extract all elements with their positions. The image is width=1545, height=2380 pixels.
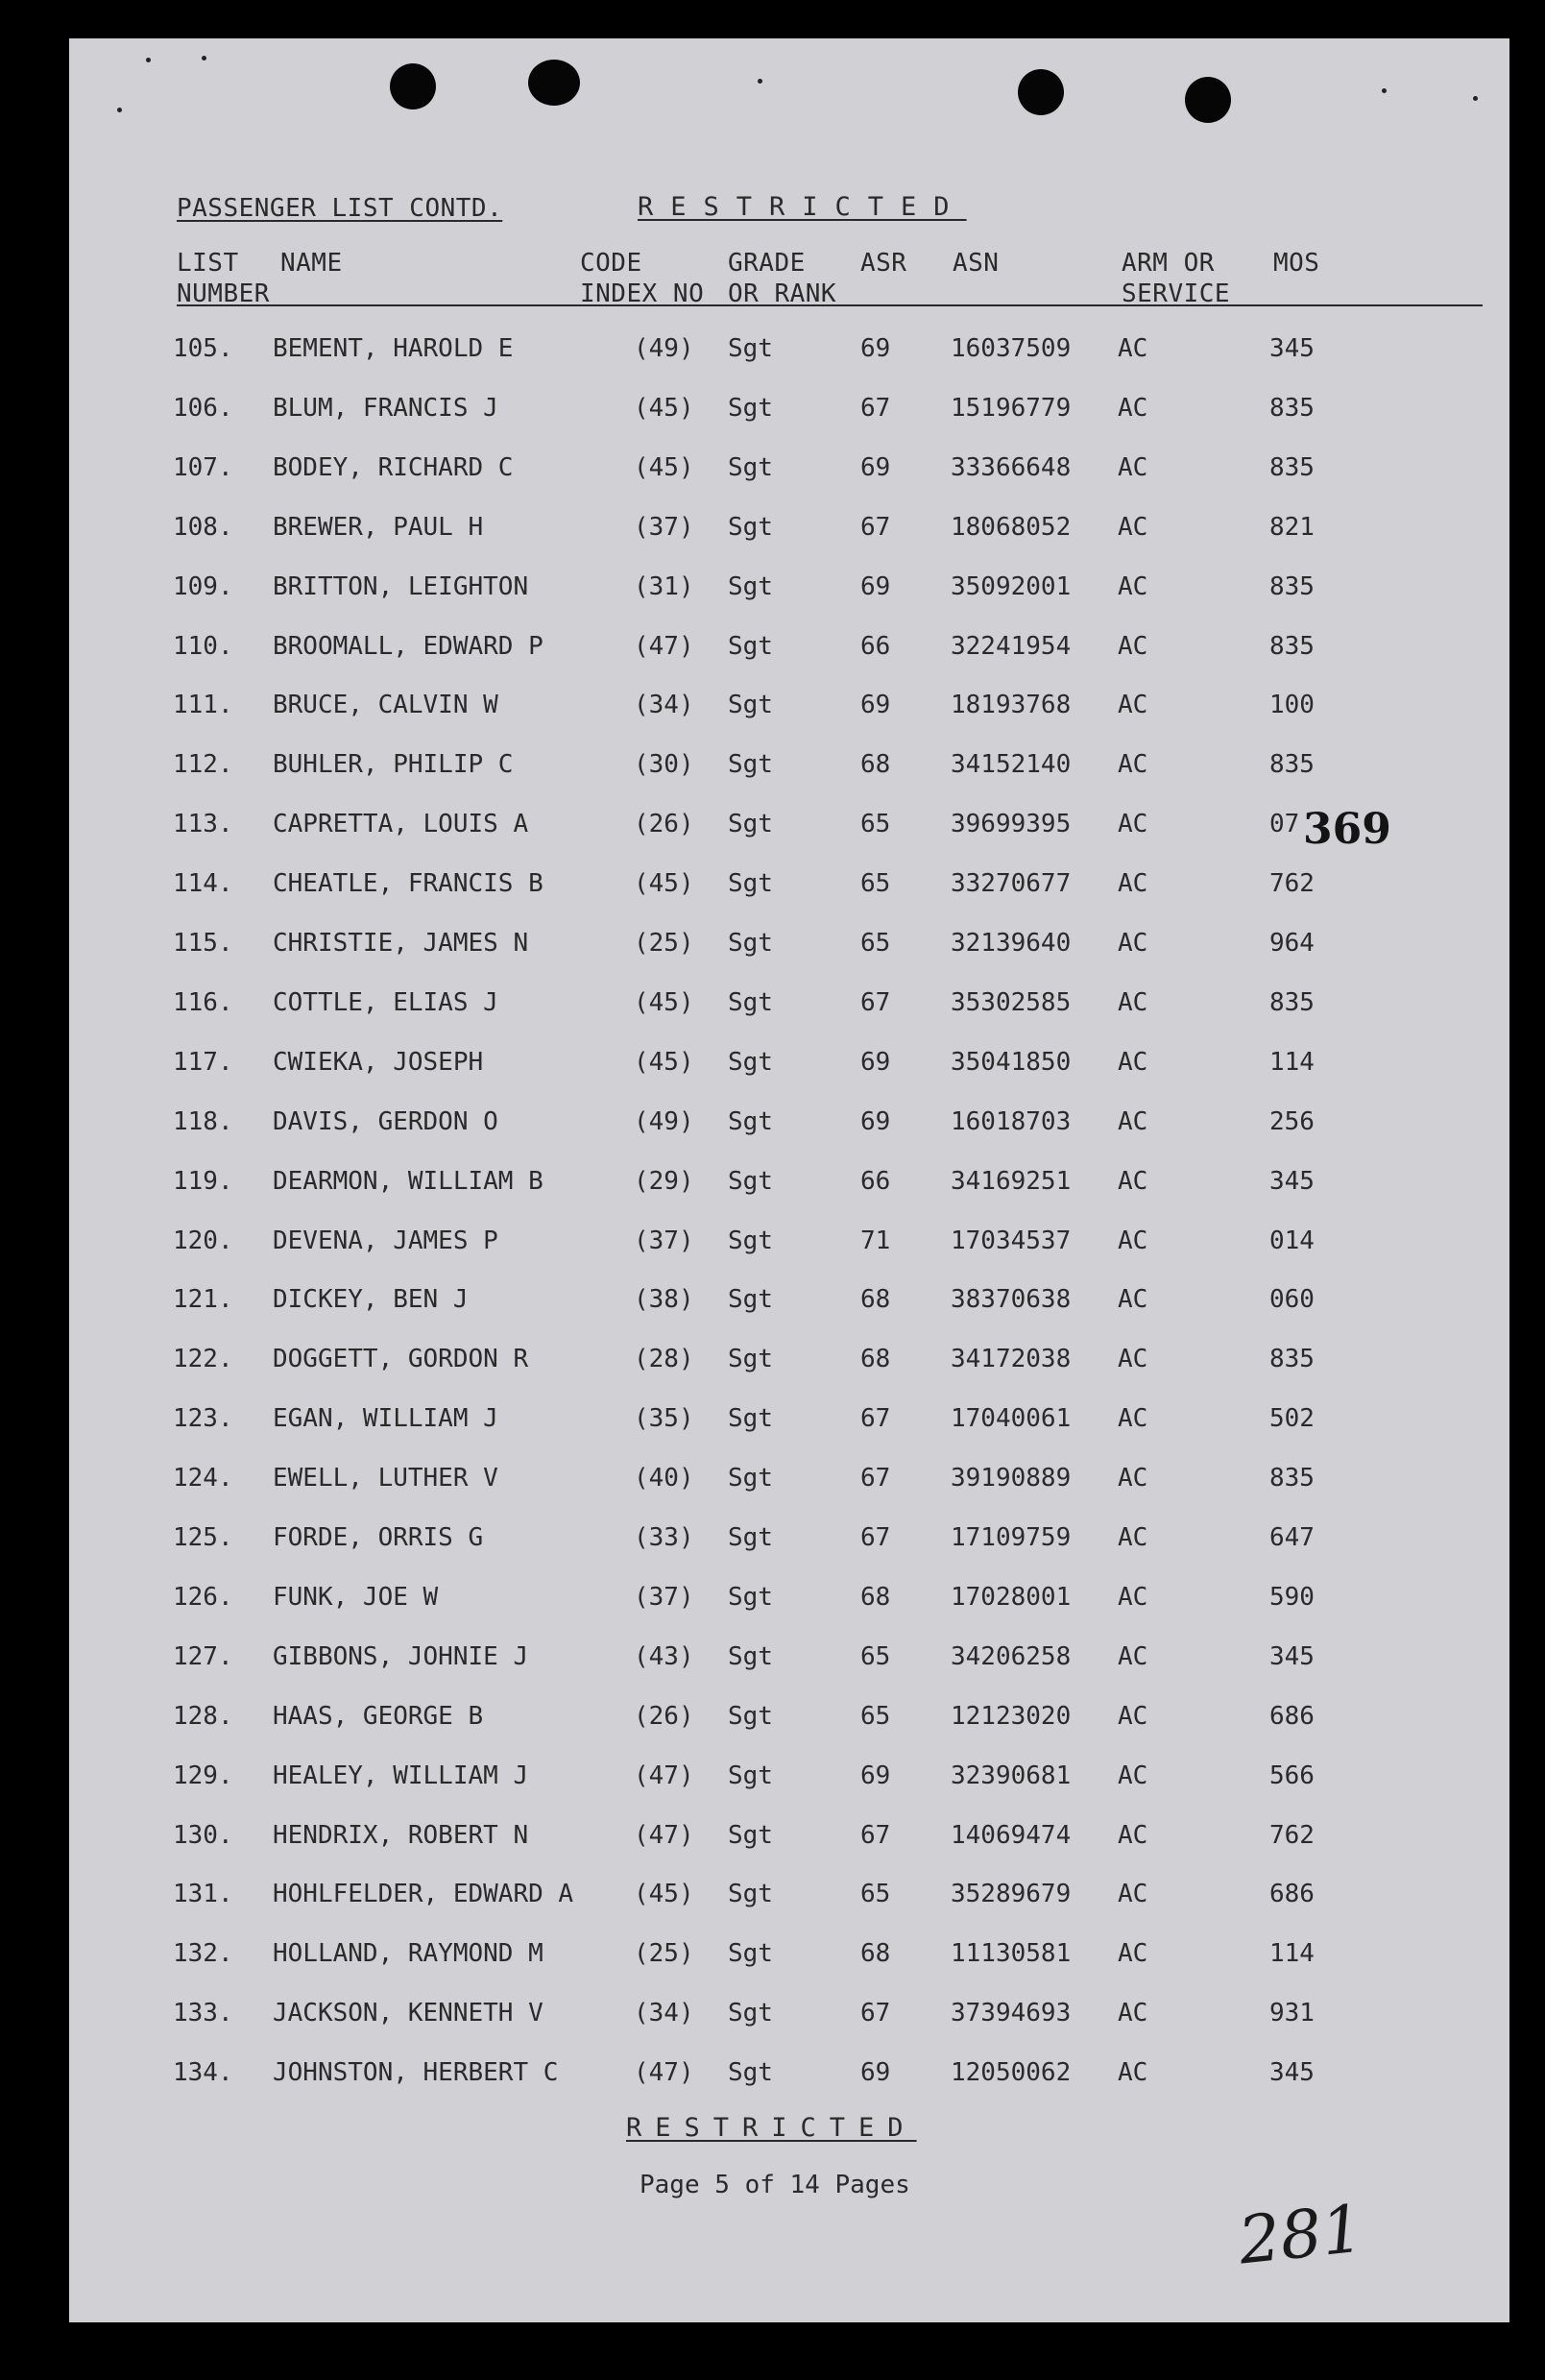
asn-value: 18068052 — [951, 512, 1072, 542]
header-rule — [177, 304, 1483, 306]
mos-value: 835 — [1269, 750, 1315, 780]
list-number: 112. — [173, 750, 233, 780]
asn-value: 14069474 — [951, 1820, 1072, 1850]
grade-rank: Sgt — [728, 452, 773, 482]
passenger-name: BROOMALL, EDWARD P — [273, 631, 543, 661]
grade-rank: Sgt — [728, 571, 773, 601]
asr-value: 67 — [860, 1820, 891, 1850]
list-number: 133. — [173, 1999, 233, 2028]
code-index: (49) — [634, 1106, 694, 1136]
code-index: (37) — [634, 512, 694, 542]
code-index: (40) — [634, 1464, 694, 1494]
restricted-header: RESTRICTED — [638, 192, 967, 222]
passenger-name: EWELL, LUTHER V — [273, 1464, 498, 1494]
arm-service: AC — [1118, 1641, 1148, 1671]
code-index: (45) — [634, 869, 694, 899]
arm-service: AC — [1118, 1820, 1148, 1850]
asr-value: 67 — [860, 1404, 891, 1434]
table-row — [69, 1880, 1509, 1918]
asr-value: 66 — [860, 1166, 891, 1196]
mos-value: 835 — [1269, 631, 1315, 661]
code-index: (26) — [634, 810, 694, 839]
table-row — [69, 869, 1509, 908]
grade-rank: Sgt — [728, 393, 773, 423]
grade-rank: Sgt — [728, 1880, 773, 1909]
col-mos: MOS — [1273, 249, 1320, 278]
grade-rank: Sgt — [728, 1285, 773, 1315]
mos-value: 502 — [1269, 1404, 1315, 1434]
arm-service: AC — [1118, 987, 1148, 1017]
asn-value: 16018703 — [951, 1106, 1072, 1136]
table-row — [69, 929, 1509, 967]
grade-rank: Sgt — [728, 869, 773, 899]
asr-value: 68 — [860, 1939, 891, 1969]
mos-value: 762 — [1269, 1820, 1315, 1850]
grade-rank: Sgt — [728, 1404, 773, 1434]
grade-rank: Sgt — [728, 1464, 773, 1494]
code-index: (38) — [634, 1285, 694, 1315]
arm-service: AC — [1118, 512, 1148, 542]
list-number: 119. — [173, 1166, 233, 1196]
mos-value: 686 — [1269, 1880, 1315, 1909]
asr-value: 68 — [860, 1345, 891, 1374]
table-row — [69, 1167, 1509, 1205]
grade-rank: Sgt — [728, 512, 773, 542]
list-number: 126. — [173, 1582, 233, 1612]
punch-hole — [1018, 69, 1064, 115]
arm-service: AC — [1118, 1404, 1148, 1434]
code-index: (49) — [634, 334, 694, 363]
punch-hole — [390, 63, 436, 109]
code-index: (45) — [634, 393, 694, 423]
asn-value: 33270677 — [951, 869, 1072, 899]
list-number: 130. — [173, 1820, 233, 1850]
table-row — [69, 1464, 1509, 1502]
list-number: 118. — [173, 1106, 233, 1136]
arm-service: AC — [1118, 452, 1148, 482]
passenger-name: BLUM, FRANCIS J — [273, 393, 498, 423]
grade-rank: Sgt — [728, 1047, 773, 1077]
list-number: 117. — [173, 1047, 233, 1077]
speck — [117, 108, 122, 112]
passenger-name: DOGGETT, GORDON R — [273, 1345, 529, 1374]
speck — [146, 58, 151, 62]
mos-value: 762 — [1269, 869, 1315, 899]
table-row — [69, 394, 1509, 432]
asr-value: 67 — [860, 393, 891, 423]
asr-value: 67 — [860, 1523, 891, 1552]
table-row — [69, 1048, 1509, 1086]
passenger-name: JOHNSTON, HERBERT C — [273, 2058, 559, 2088]
table-row — [69, 988, 1509, 1027]
mos-value: 835 — [1269, 393, 1315, 423]
passenger-name: HAAS, GEORGE B — [273, 1701, 484, 1731]
table-row — [69, 334, 1509, 373]
grade-rank: Sgt — [728, 2058, 773, 2088]
mos-value: 931 — [1269, 1999, 1315, 2028]
arm-service: AC — [1118, 334, 1148, 363]
restricted-footer: RESTRICTED — [626, 2113, 917, 2143]
code-index: (47) — [634, 631, 694, 661]
asn-value: 39190889 — [951, 1464, 1072, 1494]
passenger-name: JACKSON, KENNETH V — [273, 1999, 543, 2028]
code-index: (47) — [634, 1820, 694, 1850]
table-row — [69, 691, 1509, 729]
asn-value: 17028001 — [951, 1582, 1072, 1612]
code-index: (30) — [634, 750, 694, 780]
table-row — [69, 1642, 1509, 1681]
table-row — [69, 2058, 1509, 2097]
mos-value: 647 — [1269, 1523, 1315, 1552]
stamped-number: 369 — [1303, 805, 1391, 854]
list-number: 111. — [173, 691, 233, 720]
arm-service: AC — [1118, 1226, 1148, 1255]
speck — [758, 79, 762, 84]
arm-service: AC — [1118, 691, 1148, 720]
mos-value: 114 — [1269, 1939, 1315, 1969]
list-number: 116. — [173, 987, 233, 1017]
passenger-name: BUHLER, PHILIP C — [273, 750, 514, 780]
table-row — [69, 632, 1509, 670]
code-index: (26) — [634, 1701, 694, 1731]
code-index: (25) — [634, 1939, 694, 1969]
mos-value: 835 — [1269, 1464, 1315, 1494]
asr-value: 65 — [860, 1641, 891, 1671]
passenger-name: DEARMON, WILLIAM B — [273, 1166, 543, 1196]
asr-value: 68 — [860, 750, 891, 780]
grade-rank: Sgt — [728, 810, 773, 839]
asr-value: 69 — [860, 1761, 891, 1790]
arm-service: AC — [1118, 1939, 1148, 1969]
list-number: 129. — [173, 1761, 233, 1790]
punch-hole — [528, 60, 580, 106]
asr-value: 69 — [860, 571, 891, 601]
passenger-name: BODEY, RICHARD C — [273, 452, 514, 482]
asr-value: 69 — [860, 452, 891, 482]
speck — [1473, 96, 1478, 101]
list-number: 115. — [173, 929, 233, 958]
list-number: 128. — [173, 1701, 233, 1731]
passenger-name: HOLLAND, RAYMOND M — [273, 1939, 543, 1969]
mos-value: 256 — [1269, 1106, 1315, 1136]
code-index: (34) — [634, 1999, 694, 2028]
list-number: 113. — [173, 810, 233, 839]
list-number: 131. — [173, 1880, 233, 1909]
mos-value: 835 — [1269, 571, 1315, 601]
passenger-name: CWIEKA, JOSEPH — [273, 1047, 484, 1077]
mos-value: 835 — [1269, 987, 1315, 1017]
arm-service: AC — [1118, 393, 1148, 423]
col-grade: GRADE OR RANK — [728, 249, 837, 308]
punch-hole — [1185, 77, 1231, 123]
grade-rank: Sgt — [728, 750, 773, 780]
grade-rank: Sgt — [728, 1582, 773, 1612]
arm-service: AC — [1118, 1106, 1148, 1136]
asr-value: 65 — [860, 869, 891, 899]
passenger-name: EGAN, WILLIAM J — [273, 1404, 498, 1434]
table-row — [69, 1939, 1509, 1978]
arm-service: AC — [1118, 1701, 1148, 1731]
asn-value: 37394693 — [951, 1999, 1072, 2028]
col-code-index: CODE INDEX NO — [580, 249, 705, 308]
list-number: 105. — [173, 334, 233, 363]
asn-value: 17109759 — [951, 1523, 1072, 1552]
grade-rank: Sgt — [728, 631, 773, 661]
arm-service: AC — [1118, 2058, 1148, 2088]
passenger-name: CAPRETTA, LOUIS A — [273, 810, 529, 839]
asn-value: 39699395 — [951, 810, 1072, 839]
asn-value: 33366648 — [951, 452, 1072, 482]
table-row — [69, 572, 1509, 611]
asn-value: 35092001 — [951, 571, 1072, 601]
asn-value: 32139640 — [951, 929, 1072, 958]
arm-service: AC — [1118, 1166, 1148, 1196]
code-index: (33) — [634, 1523, 694, 1552]
arm-service: AC — [1118, 1523, 1148, 1552]
grade-rank: Sgt — [728, 1226, 773, 1255]
grade-rank: Sgt — [728, 987, 773, 1017]
asn-value: 12050062 — [951, 2058, 1072, 2088]
passenger-name: FORDE, ORRIS G — [273, 1523, 484, 1552]
passenger-name: DICKEY, BEN J — [273, 1285, 469, 1315]
asn-value: 16037509 — [951, 334, 1072, 363]
code-index: (35) — [634, 1404, 694, 1434]
grade-rank: Sgt — [728, 334, 773, 363]
passenger-name: HOHLFELDER, EDWARD A — [273, 1880, 574, 1909]
asr-value: 69 — [860, 334, 891, 363]
asr-value: 69 — [860, 2058, 891, 2088]
code-index: (43) — [634, 1641, 694, 1671]
list-number: 125. — [173, 1523, 233, 1552]
code-index: (34) — [634, 691, 694, 720]
table-row — [69, 1285, 1509, 1324]
grade-rank: Sgt — [728, 1641, 773, 1671]
col-list-number: LIST NUMBER — [177, 249, 270, 308]
list-number: 108. — [173, 512, 233, 542]
asr-value: 68 — [860, 1582, 891, 1612]
passenger-name: GIBBONS, JOHNIE J — [273, 1641, 529, 1671]
mos-value: 964 — [1269, 929, 1315, 958]
list-number: 107. — [173, 452, 233, 482]
passenger-list-title: PASSENGER LIST CONTD. — [177, 194, 503, 223]
grade-rank: Sgt — [728, 1523, 773, 1552]
grade-rank: Sgt — [728, 929, 773, 958]
asr-value: 67 — [860, 987, 891, 1017]
list-number: 132. — [173, 1939, 233, 1969]
asn-value: 38370638 — [951, 1285, 1072, 1315]
asr-value: 69 — [860, 1106, 891, 1136]
list-number: 120. — [173, 1226, 233, 1255]
list-number: 106. — [173, 393, 233, 423]
grade-rank: Sgt — [728, 691, 773, 720]
mos-value: 835 — [1269, 452, 1315, 482]
asn-value: 18193768 — [951, 691, 1072, 720]
list-number: 127. — [173, 1641, 233, 1671]
code-index: (37) — [634, 1582, 694, 1612]
asn-value: 32390681 — [951, 1761, 1072, 1790]
code-index: (47) — [634, 2058, 694, 2088]
list-number: 122. — [173, 1345, 233, 1374]
asn-value: 32241954 — [951, 631, 1072, 661]
asr-value: 65 — [860, 1701, 891, 1731]
col-name: NAME — [280, 249, 343, 278]
mos-value: 835 — [1269, 1345, 1315, 1374]
speck — [1382, 88, 1387, 93]
code-index: (45) — [634, 452, 694, 482]
arm-service: AC — [1118, 810, 1148, 839]
mos-value: 07 — [1269, 810, 1300, 839]
arm-service: AC — [1118, 1880, 1148, 1909]
arm-service: AC — [1118, 750, 1148, 780]
passenger-name: COTTLE, ELIAS J — [273, 987, 498, 1017]
asn-value: 35289679 — [951, 1880, 1072, 1909]
passenger-name: FUNK, JOE W — [273, 1582, 439, 1612]
asr-value: 69 — [860, 1047, 891, 1077]
asn-value: 12123020 — [951, 1701, 1072, 1731]
asr-value: 65 — [860, 1880, 891, 1909]
mos-value: 345 — [1269, 1641, 1315, 1671]
grade-rank: Sgt — [728, 1761, 773, 1790]
table-row — [69, 810, 1509, 848]
arm-service: AC — [1118, 869, 1148, 899]
asr-value: 67 — [860, 512, 891, 542]
asn-value: 35302585 — [951, 987, 1072, 1017]
list-number: 114. — [173, 869, 233, 899]
code-index: (45) — [634, 1880, 694, 1909]
asr-value: 67 — [860, 1464, 891, 1494]
code-index: (31) — [634, 571, 694, 601]
asr-value: 65 — [860, 810, 891, 839]
mos-value: 060 — [1269, 1285, 1315, 1315]
arm-service: AC — [1118, 1464, 1148, 1494]
grade-rank: Sgt — [728, 1345, 773, 1374]
mos-value: 114 — [1269, 1047, 1315, 1077]
mos-value: 345 — [1269, 334, 1315, 363]
arm-service: AC — [1118, 631, 1148, 661]
asn-value: 34152140 — [951, 750, 1072, 780]
mos-value: 345 — [1269, 2058, 1315, 2088]
passenger-name: DAVIS, GERDON O — [273, 1106, 498, 1136]
mos-value: 014 — [1269, 1226, 1315, 1255]
passenger-name: BRITTON, LEIGHTON — [273, 571, 529, 601]
asr-value: 68 — [860, 1285, 891, 1315]
asn-value: 15196779 — [951, 393, 1072, 423]
table-row — [69, 1345, 1509, 1383]
table-row — [69, 1226, 1509, 1265]
asn-value: 34206258 — [951, 1641, 1072, 1671]
mos-value: 590 — [1269, 1582, 1315, 1612]
passenger-name: HENDRIX, ROBERT N — [273, 1820, 529, 1850]
table-row — [69, 1702, 1509, 1740]
table-row — [69, 1107, 1509, 1146]
arm-service: AC — [1118, 1345, 1148, 1374]
table-row — [69, 1999, 1509, 2037]
code-index: (45) — [634, 987, 694, 1017]
mos-value: 100 — [1269, 691, 1315, 720]
code-index: (45) — [634, 1047, 694, 1077]
col-arm-service: ARM OR SERVICE — [1122, 249, 1231, 308]
table-row — [69, 513, 1509, 551]
arm-service: AC — [1118, 1285, 1148, 1315]
col-asn: ASN — [953, 249, 1000, 278]
asn-value: 35041850 — [951, 1047, 1072, 1077]
table-row — [69, 750, 1509, 789]
list-number: 121. — [173, 1285, 233, 1315]
table-row — [69, 1523, 1509, 1562]
list-number: 124. — [173, 1464, 233, 1494]
list-number: 109. — [173, 571, 233, 601]
table-row — [69, 1821, 1509, 1859]
table-row — [69, 1404, 1509, 1443]
passenger-name: BEMENT, HAROLD E — [273, 334, 514, 363]
grade-rank: Sgt — [728, 1820, 773, 1850]
handwritten-number: 281 — [1235, 2191, 1367, 2280]
asn-value: 17040061 — [951, 1404, 1072, 1434]
grade-rank: Sgt — [728, 1166, 773, 1196]
asr-value: 69 — [860, 691, 891, 720]
code-index: (25) — [634, 929, 694, 958]
mos-value: 345 — [1269, 1166, 1315, 1196]
code-index: (37) — [634, 1226, 694, 1255]
grade-rank: Sgt — [728, 1999, 773, 2028]
mos-value: 686 — [1269, 1701, 1315, 1731]
asn-value: 34169251 — [951, 1166, 1072, 1196]
code-index: (29) — [634, 1166, 694, 1196]
mos-value: 821 — [1269, 512, 1315, 542]
list-number: 110. — [173, 631, 233, 661]
code-index: (47) — [634, 1761, 694, 1790]
asr-value: 66 — [860, 631, 891, 661]
table-row — [69, 453, 1509, 492]
asr-value: 71 — [860, 1226, 891, 1255]
arm-service: AC — [1118, 1047, 1148, 1077]
asn-value: 34172038 — [951, 1345, 1072, 1374]
arm-service: AC — [1118, 929, 1148, 958]
asn-value: 11130581 — [951, 1939, 1072, 1969]
code-index: (28) — [634, 1345, 694, 1374]
list-number: 134. — [173, 2058, 233, 2088]
arm-service: AC — [1118, 1761, 1148, 1790]
grade-rank: Sgt — [728, 1106, 773, 1136]
passenger-name: BRUCE, CALVIN W — [273, 691, 498, 720]
list-number: 123. — [173, 1404, 233, 1434]
col-asr: ASR — [860, 249, 907, 278]
table-row — [69, 1761, 1509, 1800]
asn-value: 17034537 — [951, 1226, 1072, 1255]
asr-value: 65 — [860, 929, 891, 958]
table-row — [69, 1583, 1509, 1621]
grade-rank: Sgt — [728, 1701, 773, 1731]
passenger-name: HEALEY, WILLIAM J — [273, 1761, 529, 1790]
arm-service: AC — [1118, 571, 1148, 601]
passenger-name: BREWER, PAUL H — [273, 512, 484, 542]
passenger-name: CHRISTIE, JAMES N — [273, 929, 529, 958]
mos-value: 566 — [1269, 1761, 1315, 1790]
asr-value: 67 — [860, 1999, 891, 2028]
arm-service: AC — [1118, 1582, 1148, 1612]
page-number: Page 5 of 14 Pages — [640, 2171, 910, 2199]
grade-rank: Sgt — [728, 1939, 773, 1969]
document-page — [69, 38, 1509, 2322]
passenger-name: CHEATLE, FRANCIS B — [273, 869, 543, 899]
speck — [202, 56, 206, 61]
passenger-name: DEVENA, JAMES P — [273, 1226, 498, 1255]
arm-service: AC — [1118, 1999, 1148, 2028]
